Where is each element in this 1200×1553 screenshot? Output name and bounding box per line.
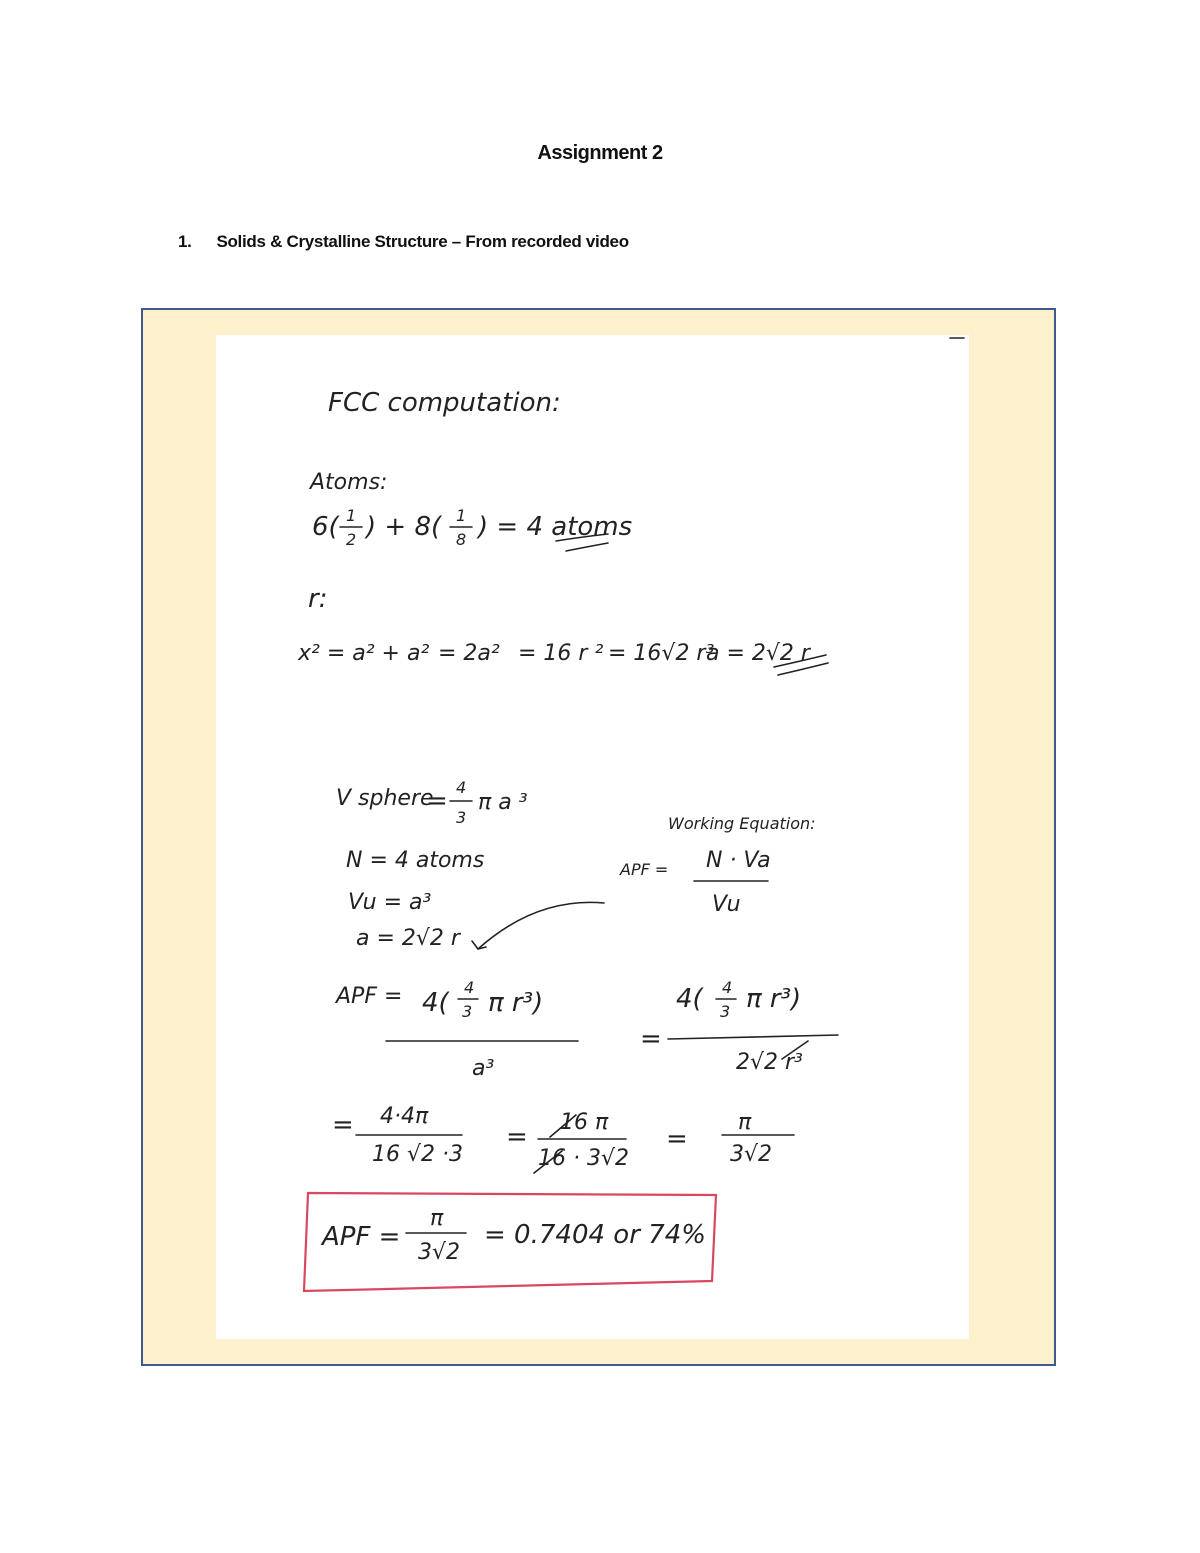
apf-big-num: 4( xyxy=(422,988,449,1018)
v-sphere-num: 4 xyxy=(456,778,467,797)
apf-rhs-num-tail: π r³) xyxy=(746,984,802,1014)
question-number: 1. xyxy=(178,232,192,251)
question-text: Solids & Crystalline Structure – From recorded video xyxy=(216,232,629,251)
step2-num: 16 π xyxy=(560,1110,609,1135)
apf-label: APF = xyxy=(336,984,403,1009)
step1-num: 4·4π xyxy=(380,1104,429,1129)
v-sphere-label: V sphere xyxy=(336,786,434,811)
working-label: Working Equation: xyxy=(668,814,816,833)
atoms-frac1-num: 1 xyxy=(346,506,357,525)
apf-rhs-frac-num: 4 xyxy=(722,978,733,997)
final-label: APF = xyxy=(322,1222,401,1252)
apf-eq-sign: = xyxy=(640,1024,662,1054)
atoms-frac2-num: 1 xyxy=(456,506,467,525)
a-line: a = 2√2 r xyxy=(356,926,460,951)
apf-big-frac-num: 4 xyxy=(464,978,475,997)
atoms-part-a: 6( xyxy=(312,512,339,542)
final-den: 3√2 xyxy=(418,1240,461,1265)
step2-eq: = xyxy=(666,1124,688,1154)
apf-work-den: Vu xyxy=(712,892,741,917)
atoms-label: Atoms: xyxy=(310,470,388,495)
r-label: r: xyxy=(308,584,328,614)
v-sphere-tail: π a ³ xyxy=(478,790,528,815)
apf-rhs-frac-den: 3 xyxy=(720,1002,731,1021)
apf-big-num-tail: π r³) xyxy=(488,988,544,1018)
apf-rhs-bar xyxy=(668,1035,838,1039)
atoms-frac2-den: 8 xyxy=(456,530,467,549)
final-num: π xyxy=(430,1206,444,1231)
atoms-part-b: ) + 8( xyxy=(366,512,442,542)
apf-rhs-den: 2√2 r³ xyxy=(736,1050,803,1075)
notes-drawing xyxy=(216,335,969,1339)
apf-short-label: APF = xyxy=(620,860,669,879)
atoms-result: ) = 4 atoms xyxy=(478,512,633,542)
n-line: N = 4 atoms xyxy=(346,848,485,873)
step0-eq: = xyxy=(332,1110,354,1140)
apf-big-frac-den: 3 xyxy=(462,1002,473,1021)
v-sphere-eq: = xyxy=(426,786,448,816)
step2-den: 16 · 3√2 xyxy=(538,1146,629,1171)
apf-big-den: a³ xyxy=(472,1056,495,1081)
apf-work-num: N · Va xyxy=(706,848,771,873)
atoms-frac1-den: 2 xyxy=(346,530,357,549)
step3-num: π xyxy=(738,1110,752,1135)
step1-eq: = xyxy=(506,1122,528,1152)
handwritten-notes-image xyxy=(216,335,969,1339)
document-title: Assignment 2 xyxy=(537,142,663,164)
v-sphere-den: 3 xyxy=(456,808,467,827)
final-result: = 0.7404 or 74% xyxy=(484,1220,706,1250)
r-eq5: a = 2√2 r xyxy=(706,641,810,666)
question-heading xyxy=(178,232,629,252)
r-eq2: = 2a² xyxy=(438,641,500,666)
vu-line: Vu = a³ xyxy=(348,890,432,915)
apf-rhs-num: 4( xyxy=(676,984,703,1014)
r-eq3: = 16 r ² xyxy=(518,641,604,666)
step1-den: 16 √2 ·3 xyxy=(372,1142,463,1167)
step3-den: 3√2 xyxy=(730,1142,773,1167)
r-eq4: = 16√2 r³ xyxy=(608,641,715,666)
substitution-arrow xyxy=(478,902,604,949)
notes-heading: FCC computation: xyxy=(328,388,561,418)
r-eq1: x² = a² + a² xyxy=(298,641,430,666)
